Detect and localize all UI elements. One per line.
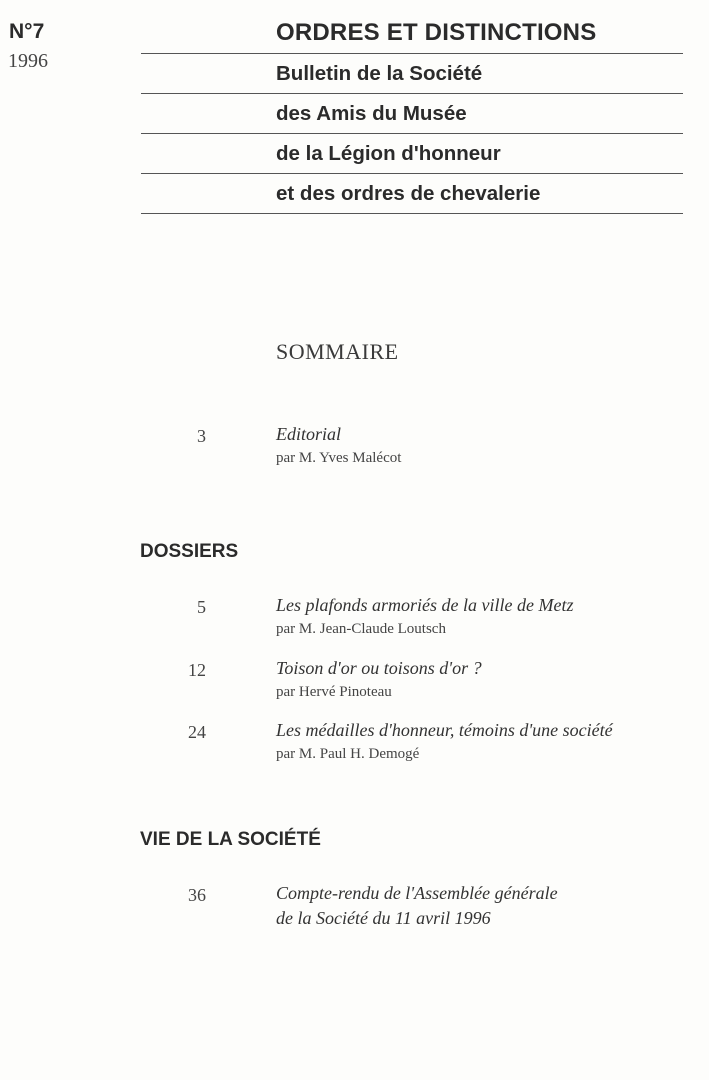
toc-page-number: 36 bbox=[188, 885, 206, 905]
masthead-line bbox=[141, 134, 683, 174]
toc-page-number: 5 bbox=[197, 597, 206, 617]
toc-title: Editorial bbox=[276, 424, 342, 444]
masthead-line bbox=[141, 94, 683, 134]
toc-author: par M. Yves Malécot bbox=[276, 450, 402, 466]
toc-page-number: 12 bbox=[188, 660, 206, 680]
toc-page-number: 24 bbox=[188, 722, 206, 742]
toc-author: par M. Paul H. Demogé bbox=[276, 746, 420, 762]
section-heading-dossiers: DOSSIERS bbox=[140, 541, 239, 562]
toc-title: Toison d'or ou toisons d'or ? bbox=[276, 658, 482, 678]
sommaire-heading: SOMMAIRE bbox=[276, 339, 399, 364]
masthead-title: ORDRES ET DISTINCTIONS bbox=[276, 19, 597, 46]
masthead-line-text: et des ordres de chevalerie bbox=[276, 182, 541, 205]
toc-author: par M. Jean-Claude Loutsch bbox=[276, 621, 446, 637]
toc-title-continued: de la Société du 11 avril 1996 bbox=[276, 908, 491, 928]
masthead-title-row bbox=[141, 14, 683, 54]
masthead-line bbox=[141, 54, 683, 94]
masthead-line-text: de la Légion d'honneur bbox=[276, 142, 501, 165]
masthead-line-text: des Amis du Musée bbox=[276, 102, 467, 125]
masthead-line-text: Bulletin de la Société bbox=[276, 62, 483, 85]
toc-author: par Hervé Pinoteau bbox=[276, 684, 392, 700]
issue-year: 1996 bbox=[8, 50, 48, 72]
masthead-line bbox=[141, 174, 683, 214]
toc-title: Les plafonds armoriés de la ville de Metz bbox=[276, 595, 574, 615]
toc-page-number: 3 bbox=[197, 426, 206, 446]
section-heading-vie-societe: VIE DE LA SOCIÉTÉ bbox=[140, 829, 321, 850]
issue-number: N°7 bbox=[9, 20, 45, 43]
toc-title: Les médailles d'honneur, témoins d'une société bbox=[276, 720, 613, 740]
toc-title: Compte-rendu de l'Assemblée générale bbox=[276, 883, 558, 903]
masthead bbox=[141, 14, 683, 214]
